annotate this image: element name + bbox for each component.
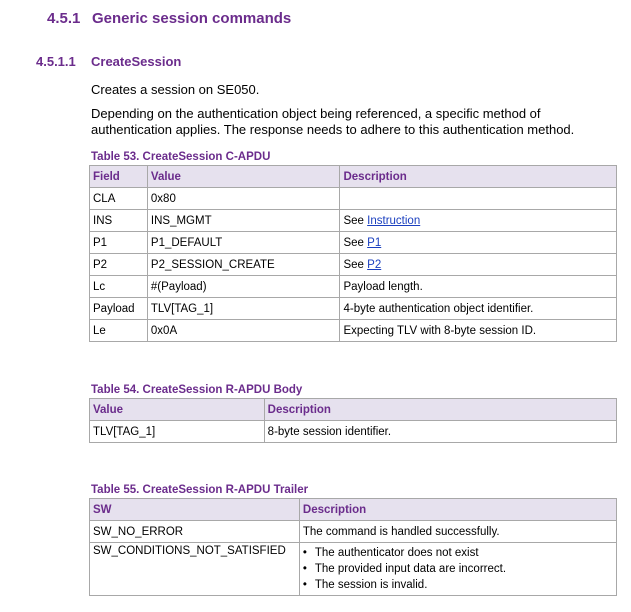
section-title: Generic session commands [92, 10, 292, 27]
table-header-row [90, 166, 617, 188]
bullet-list [303, 545, 616, 593]
intro-paragraph-2 [91, 106, 574, 138]
value-cell: TLV[TAG_1] [90, 421, 265, 443]
column-header: Description [264, 399, 616, 421]
field-cell: INS [90, 210, 148, 232]
column-header: Value [147, 166, 340, 188]
field-cell: Le [90, 320, 148, 342]
table-row [90, 320, 617, 342]
description-prefix: See [343, 214, 368, 227]
description-cell [299, 543, 616, 596]
intro-paragraph-1: Creates a session on SE050. [91, 82, 260, 97]
field-cell: Payload [90, 298, 148, 320]
description-cell [340, 188, 617, 210]
description-prefix: See [343, 236, 368, 249]
bullet-item: • The provided input data are incorrect. [303, 561, 616, 577]
column-header: SW [90, 499, 300, 521]
bullet-item: • The session is invalid. [303, 577, 616, 593]
table-row [90, 421, 617, 443]
description-prefix: See [343, 258, 368, 271]
column-header: Value [90, 399, 265, 421]
subsection-number: 4.5.1.1 [36, 54, 76, 69]
field-cell: CLA [90, 188, 148, 210]
table-row [90, 276, 617, 298]
table-row [90, 254, 617, 276]
value-cell: P1_DEFAULT [147, 232, 340, 254]
table-53-caption: Table 53. CreateSession C-APDU [91, 151, 271, 163]
value-cell: INS_MGMT [147, 210, 340, 232]
table-row [90, 521, 617, 543]
bullet-item: • The authenticator does not exist [303, 545, 616, 561]
subsection-title: CreateSession [91, 54, 182, 69]
description-cell: 4-byte authentication object identifier. [340, 298, 617, 320]
description-cell [340, 254, 617, 276]
sw-cell: SW_NO_ERROR [90, 521, 300, 543]
description-cell: The command is handled successfully. [299, 521, 616, 543]
field-cell: P2 [90, 254, 148, 276]
value-cell: #(Payload) [147, 276, 340, 298]
description-cell [340, 210, 617, 232]
table-54-caption: Table 54. CreateSession R-APDU Body [91, 384, 303, 396]
p1-link[interactable]: P1 [367, 236, 382, 249]
table-55-caption: Table 55. CreateSession R-APDU Trailer [91, 484, 309, 496]
table-header-row [90, 399, 617, 421]
description-cell: Expecting TLV with 8-byte session ID. [340, 320, 617, 342]
p2-link[interactable]: P2 [367, 258, 382, 271]
table-header-row [90, 499, 617, 521]
value-cell: TLV[TAG_1] [147, 298, 340, 320]
field-cell: Lc [90, 276, 148, 298]
instruction-link[interactable]: Instruction [367, 214, 421, 227]
value-cell: 0x80 [147, 188, 340, 210]
section-number: 4.5.1 [47, 10, 81, 27]
description-cell [340, 232, 617, 254]
table-55 [89, 498, 617, 596]
column-header: Description [340, 166, 617, 188]
field-cell: P1 [90, 232, 148, 254]
table-row [90, 188, 617, 210]
table-row [90, 210, 617, 232]
table-53 [89, 165, 617, 342]
value-cell: P2_SESSION_CREATE [147, 254, 340, 276]
description-cell: 8-byte session identifier. [264, 421, 616, 443]
table-54 [89, 398, 617, 443]
intro-paragraph-2-line-1: Depending on the authentication object being referenced, a specific method of [91, 106, 541, 121]
intro-paragraph-2-line-2: authentication applies. The response needs to adhere to this authentication method. [91, 122, 575, 137]
value-cell: 0x0A [147, 320, 340, 342]
column-header: Field [90, 166, 148, 188]
table-row [90, 232, 617, 254]
table-row [90, 298, 617, 320]
table-row [90, 543, 617, 596]
column-header: Description [299, 499, 616, 521]
description-cell: Payload length. [340, 276, 617, 298]
sw-cell: SW_CONDITIONS_NOT_SATISFIED [90, 543, 300, 596]
